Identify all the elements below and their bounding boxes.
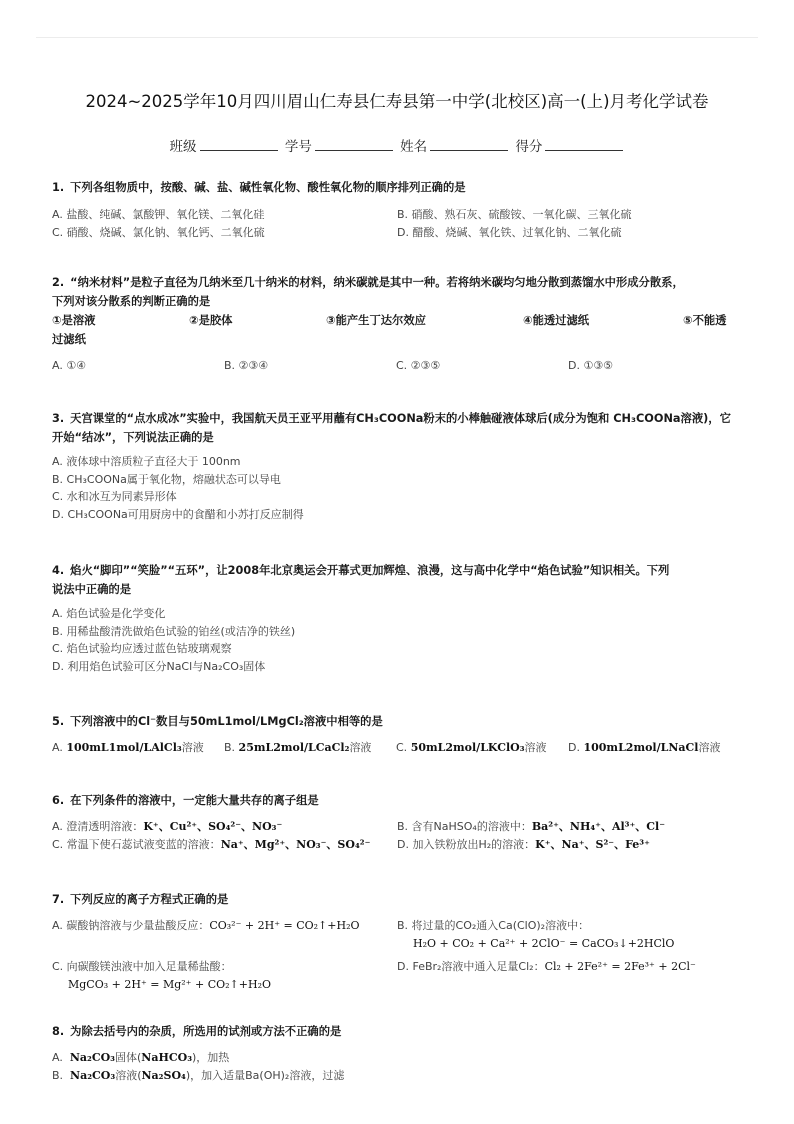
score-blank[interactable] [545,138,623,151]
option-impurity: NaHCO₃ [141,1051,193,1064]
option-ions: Ba²⁺、NH₄⁺、Al³⁺、Cl⁻ [531,820,666,833]
option-equation: Cl₂ + 2Fe²⁺ = 2Fe³⁺ + 2Cl⁻ [544,960,696,973]
option-a[interactable]: A. 盐酸、纯碱、氯酸钾、氧化镁、二氧化硅 [52,208,265,221]
name-label: 姓名 [400,139,428,155]
question-stem-line-2: 下列对该分散系的判断正确的是 [52,295,211,308]
question-number: 8. [52,1025,65,1038]
option-label: A. [52,1051,63,1064]
option-text: 固体( [114,1051,142,1064]
option-tail: 溶液 [698,741,721,754]
option-a[interactable]: A. ①④ [52,359,87,372]
statement-3: ③能产生丁达尔效应 [326,314,426,327]
option-formula: 50mL2mol/LKClO₃ [410,741,525,754]
class-blank[interactable] [200,138,278,151]
option-c[interactable] [396,739,568,757]
option-d[interactable] [397,836,742,854]
option-label: C. [396,741,408,754]
option-b[interactable] [397,818,742,836]
option-label: A. 澄清透明溶液： [52,820,144,833]
option-c[interactable]: C. 焰色试验均应透过蓝色钴玻璃观察 [52,642,232,655]
option-formula: 100mL2mol/LNaCl [583,741,699,754]
question-2 [52,273,742,375]
option-b[interactable]: B. ②③④ [224,359,269,372]
option-method: )，加入适量Ba(OH)₂溶液，过滤 [185,1068,345,1082]
question-number: 6. [52,794,65,807]
option-a[interactable] [52,917,397,935]
question-stem-line-2: 开始“结冰”，下列说法正确的是 [52,431,214,444]
option-a[interactable] [52,1049,742,1067]
student-info-line [0,135,794,155]
option-d[interactable]: D. CH₃COONa可用厨房中的食醋和小苏打反应制得 [52,507,304,521]
option-label: C. 向碳酸镁浊液中加入足量稀盐酸： [52,960,232,973]
option-equation: CO₃²⁻ + 2H⁺ = CO₂↑+H₂O [209,919,360,932]
option-text: 溶液( [115,1068,142,1082]
question-stem: 为除去括号内的杂质，所选用的试剂或方法不正确的是 [70,1025,342,1038]
option-ions: Na⁺、Mg²⁺、NO₃⁻、SO₄²⁻ [220,837,371,851]
option-b[interactable]: B. 用稀盐酸清洗做焰色试验的铂丝(或洁净的铁丝) [52,624,296,638]
option-a[interactable] [52,818,397,836]
question-7 [52,890,742,993]
option-ions: K⁺、Na⁺、S²⁻、Fe³⁺ [535,837,650,851]
option-d[interactable] [568,739,720,757]
question-3 [52,409,742,523]
statement-1: ①是溶液 [52,314,96,327]
option-c-equation: MgCO₃ + 2H⁺ = Mg²⁺ + CO₂↑+H₂O [68,977,271,991]
option-tail: 溶液 [349,741,372,754]
option-label: B. 含有NaHSO₄的溶液中： [397,820,532,833]
question-stem-line-2: 说法中正确的是 [52,583,132,596]
option-c[interactable]: C. 硝酸、烧碱、氯化钠、氧化钙、二氧化硫 [52,225,265,239]
option-label: A. [52,741,63,754]
option-a[interactable]: A. 焰色试验是化学变化 [52,607,166,620]
student-id-label: 学号 [284,139,312,155]
option-formula: Na₂CO₃ [70,1068,116,1082]
option-c[interactable] [52,958,397,976]
option-label: B. [52,1068,64,1082]
option-method: )，加热 [192,1051,230,1064]
text-cursor [210,801,214,807]
exam-title: 2024~2025学年10月四川眉山仁寿县仁寿县第一中学(北校区)高一(上)月考化学试卷 [85,92,709,111]
option-label: A. 碳酸钠溶液与少量盐酸反应： [52,919,210,932]
question-number: 4. [52,564,65,577]
option-b[interactable] [52,1067,742,1085]
option-b-equation: H₂O + CO₂ + Ca²⁺ + 2ClO⁻ = CaCO₃↓+2HClO [413,936,675,950]
question-8 [52,1022,742,1084]
question-number: 1. [52,181,65,194]
class-label: 班级 [169,139,197,155]
option-tail: 溶液 [524,741,547,754]
option-ions: K⁺、Cu²⁺、SO₄²⁻、NO₃⁻ [143,820,283,833]
option-d[interactable]: D. ①③⑤ [568,359,614,372]
question-stem-line-1: “纳米材料”是粒子直径为几纳米至几十纳米的材料，纳米碳就是其中一种。若将纳米碳均匀地分散到蒸馏水中形成分散系， [70,276,684,289]
statement-list [52,311,742,330]
option-b[interactable] [397,917,742,935]
option-c[interactable]: C. ②③⑤ [396,359,441,372]
option-d[interactable]: D. 醋酸、烧碱、氧化铁、过氧化钠、二氧化硫 [397,225,622,239]
statement-5: ⑤不能透 [683,314,727,327]
question-number: 2. [52,276,65,289]
question-stem: 在下列条件的溶液中，一定能大量共存的离子组是 [70,794,319,807]
option-label: D. FeBr₂溶液中通入足量Cl₂： [397,960,545,973]
option-d[interactable] [397,958,742,976]
option-label: D. [568,741,580,754]
option-c[interactable]: C. 水和冰互为同素异形体 [52,490,177,503]
option-b[interactable] [224,739,396,757]
question-5 [52,712,742,757]
question-number: 5. [52,715,65,728]
option-label: C. 常温下使石蕊试液变蓝的溶液： [52,837,221,851]
statement-2: ②是胶体 [189,314,233,327]
score-label: 得分 [515,139,543,155]
option-tail: 溶液 [181,741,204,754]
question-stem: 下列溶液中的Cl⁻数目与50mL1mol/LMgCl₂溶液中相等的是 [70,715,383,728]
question-stem-line-1: 焰火“脚印”“笑脸”“五环”，让2008年北京奥运会开幕式更加辉煌、浪漫，这与高中化学中“焰色试验”知识相关。下列 [70,564,670,577]
question-stem: 下列各组物质中，按酸、碱、盐、碱性氧化物、酸性氧化物的顺序排列正确的是 [70,181,466,194]
question-number: 7. [52,893,65,906]
question-stem-line-1: 天宫课堂的“点水成冰”实验中，我国航天员王亚平用蘸有CH₃COONa粉末的小棒触碰液体球后(成分为饱和 CH₃COONa溶液)，它 [70,412,731,425]
name-blank[interactable] [430,138,508,151]
option-impurity: Na₂SO₄ [141,1068,186,1082]
option-label: B. [224,741,236,754]
option-formula: 25mL2mol/LCaCl₂ [238,741,350,754]
statement-5-continued: 过滤纸 [52,333,86,346]
question-number: 3. [52,412,65,425]
option-formula: 100mL1mol/LAlCl₃ [66,741,182,754]
option-label: B. 将过量的CO₂通入Ca(ClO)₂溶液中： [397,919,590,932]
option-b[interactable]: B. 硝酸、熟石灰、硫酸铵、一氧化碳、三氧化硫 [397,208,632,221]
option-label: D. 加入铁粉放出H₂的溶液： [397,837,536,851]
question-4 [52,561,742,675]
option-d[interactable]: D. 利用焰色试验可区分NaCl与Na₂CO₃固体 [52,659,266,673]
question-stem: 下列反应的离子方程式正确的是 [70,893,229,906]
question-6 [52,791,742,853]
student-id-blank[interactable] [315,138,393,151]
statement-4: ④能透过滤纸 [523,314,590,327]
option-a[interactable] [52,739,224,757]
option-c[interactable] [52,836,397,854]
option-formula: Na₂CO₃ [69,1051,115,1064]
option-a[interactable]: A. 液体球中溶质粒子直径大于 100nm [52,455,241,468]
question-1 [52,178,742,241]
option-b[interactable]: B. CH₃COONa属于氧化物，熔融状态可以导电 [52,472,281,486]
header-divider [36,37,758,38]
